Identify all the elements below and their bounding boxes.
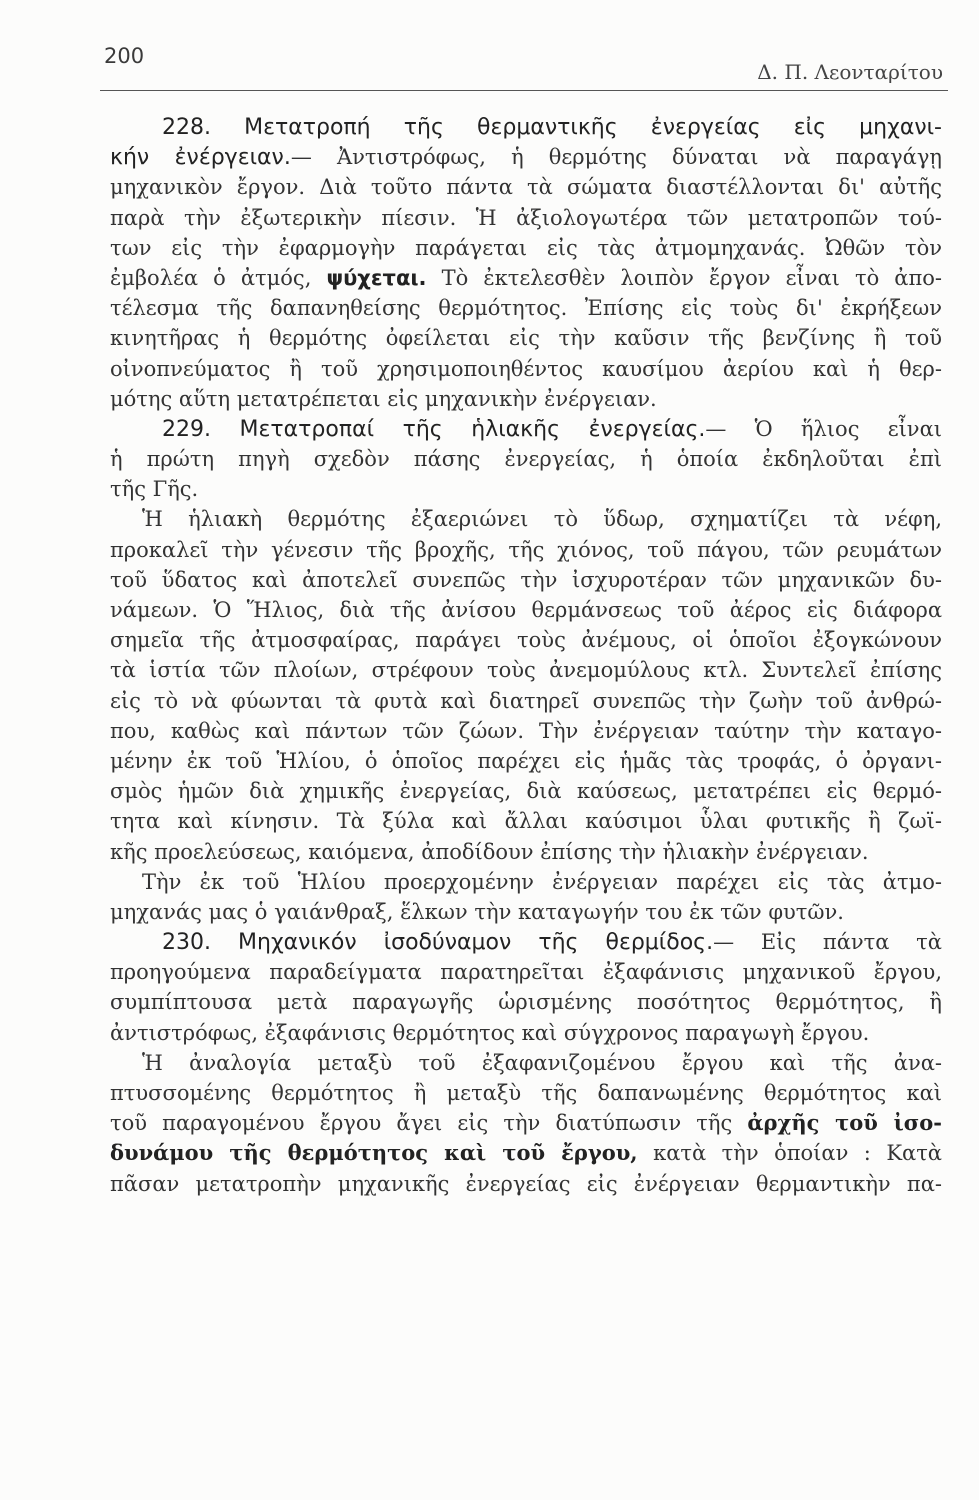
text-line: τοῦ ὕδατος καὶ ἀποτελεῖ συνεπῶς τὴν ἰσχυροτέραν τῶν μηχανικῶν δυ- [110,567,942,592]
section-228-heading: 228. Μετατροπή τῆς θερμαντικῆς ἐνεργείας εἰς μηχανι- [162,115,942,140]
text-line: κῆς προελεύσεως, καιόμενα, ἀποδίδουν ἐπίσης τὴν ἡλιακὴν ἐνέργειαν. [110,839,869,864]
text-line: προκαλεῖ τὴν γένεσιν τῆς βροχῆς, τῆς χιόνος, τοῦ πάγου, τῶν ρευμάτων [110,537,942,562]
emphasis-word: ψύχεται. [326,265,427,290]
section-230-heading: 230. Μηχανικόν ἰσοδύναμον τῆς θερμίδος. [162,930,714,956]
text-fragment: ἐμβολέα ὁ ἀτμός, [110,265,312,290]
text-line: — Ἀντιστρόφως, ἡ θερμότης δύναται νὰ παραγάγῃ [290,145,942,170]
text-line: μηχανάς μας ὁ γαιάνθραξ, ἕλκων τὴν καταγωγήν του ἐκ τῶν φυτῶν. [110,899,844,924]
text-line: Ἡ ἀναλογία μεταξὺ τοῦ ἐξαφανιζομένου ἔργου καὶ τῆς ἀνα- [142,1050,942,1075]
text-line: πτυσσομένης θερμότητος ἢ μεταξὺ τῆς δαπανωμένης θερμότητος καὶ [110,1081,942,1105]
text-line: τῆς Γῆς. [110,477,199,502]
section-228-line-2 [110,142,942,172]
text-fragment: Τὸ ἐκτελεσθὲν λοιπὸν ἔργον εἶναι τὸ ἀπο- [441,265,942,290]
text-line: προηγούμενα παραδείγματα παρατηρεῖται ἐξαφάνισις μηχανικοῦ ἔργου, [110,960,942,985]
page-number: 200 [104,44,145,68]
text-line: τητα καὶ κίνησιν. Τὰ ξύλα καὶ ἄλλαι καύσιμοι ὗλαι φυτικῆς ἢ ζωϊ- [110,809,942,834]
text-line [110,263,942,293]
text-line: εἰς τὸ νὰ φύωνται τὰ φυτὰ καὶ διατηρεῖ συνεπῶς τὴν ζωὴν τοῦ ἀνθρώ- [110,688,942,713]
text-line: Τὴν ἐκ τοῦ Ἡλίου προερχομένην ἐνέργειαν παρέχει εἰς τὰς ἀτμο- [142,869,942,894]
text-fragment: — Εἰς πάντα τὰ [713,930,942,955]
section-229-heading: 229. Μετατροπαί τῆς ἡλιακῆς ἐνεργείας. [162,416,706,442]
text-line: μένην ἐκ τοῦ Ἡλίου, ὁ ὁποῖος παρέχει εἰς ἡμᾶς τὰς τροφάς, ὁ ὀργανι- [110,748,942,773]
header-rule [100,90,948,91]
text-fragment: κατὰ τὴν ὁποίαν : Κατὰ [653,1141,942,1166]
section-228-heading-cont: κήν ἐνέργειαν. [110,145,291,171]
text-line [110,1138,942,1168]
text-line: παρὰ τὴν ἐξωτερικὴν πίεσιν. Ἡ ἀξιολογωτέρα τῶν μετατροπῶν τού- [110,205,942,230]
text-line: μότης αὕτη μετατρέπεται εἰς μηχανικὴν ἐνέργειαν. [110,386,657,411]
text-fragment: τοῦ παραγομένου ἔργου ἄγει εἰς τὴν διατύπωσιν τῆς [110,1111,733,1136]
text-line: πᾶσαν μετατροπὴν μηχανικῆς ἐνεργείας εἰς ἐνέργειαν θερμαντικὴν πα- [110,1171,942,1196]
text-line: που, καθὼς καὶ πάντων τῶν ζώων. Τὴν ἐνέργειαν ταύτην τὴν καταγο- [110,718,942,743]
bold-term: ἀρχῆς τοῦ ἰσο- [747,1110,942,1136]
text-fragment: — Ὁ ἥλιος εἶναι [705,416,942,441]
text-line: τὰ ἱστία τῶν πλοίων, στρέφουν τοὺς ἀνεμομύλους κτλ. Συντελεῖ ἐπίσης [110,658,942,683]
section-229-line-1 [110,414,942,444]
bold-term: δυνάμου τῆς θερμότητος καὶ τοῦ ἔργου, [110,1140,638,1166]
text-line: συμπίπτουσα μετὰ παραγωγῆς ὡρισμένης ποσότητος θερμότητος, ἢ [110,990,942,1015]
text-line: οἰνοπνεύματος ἢ τοῦ χρησιμοποιηθέντος καυσίμου ἀερίου καὶ ἡ θερ- [110,356,942,381]
text-line: Ἡ ἡλιακὴ θερμότης ἐξαεριώνει τὸ ὕδωρ, σχηματίζει τὰ νέφη, [142,507,942,532]
running-head: Δ. Π. Λεονταρίτου [757,60,943,84]
text-line: κινητῆρας ἡ θερμότης ὀφείλεται εἰς τὴν καῦσιν τῆς βενζίνης ἢ τοῦ [110,326,942,351]
text-line [110,1108,942,1138]
text-line: τέλεσμα τῆς δαπανηθείσης θερμότητος. Ἐπίσης εἰς τοὺς δι' ἐκρήξεων [110,296,942,321]
text-line: νάμεων. Ὁ Ἥλιος, διὰ τῆς ἀνίσου θερμάνσεως τοῦ ἀέρος εἰς διάφορα [110,598,942,622]
section-228-line-1 [110,112,942,142]
section-230-line-1 [110,927,942,957]
text-line: των εἰς τὴν ἐφαρμογὴν παράγεται εἰς τὰς ἀτμομηχανάς. Ὠθῶν τὸν [110,235,942,260]
text-line: μηχανικὸν ἔργον. Διὰ τοῦτο πάντα τὰ σώματα διαστέλλονται δι' αὐτῆς [110,175,942,200]
text-line: σμὸς ἡμῶν διὰ χημικῆς ἐνεργείας, διὰ καύσεως, μετατρέπει εἰς θερμό- [110,779,942,804]
text-line: ἀντιστρόφως, ἐξαφάνισις θερμότητος καὶ σύγχρονος παραγωγὴ ἔργου. [110,1020,870,1045]
text-line: σημεῖα τῆς ἀτμοσφαίρας, παράγει τοὺς ἀνέμους, οἱ ὁποῖοι ἐξογκώνουν [110,628,942,653]
text-line: ἡ πρώτη πηγὴ σχεδὸν πάσης ἐνεργείας, ἡ ὁποία ἐκδηλοῦται ἐπὶ [110,447,942,472]
body-text [110,112,942,1199]
